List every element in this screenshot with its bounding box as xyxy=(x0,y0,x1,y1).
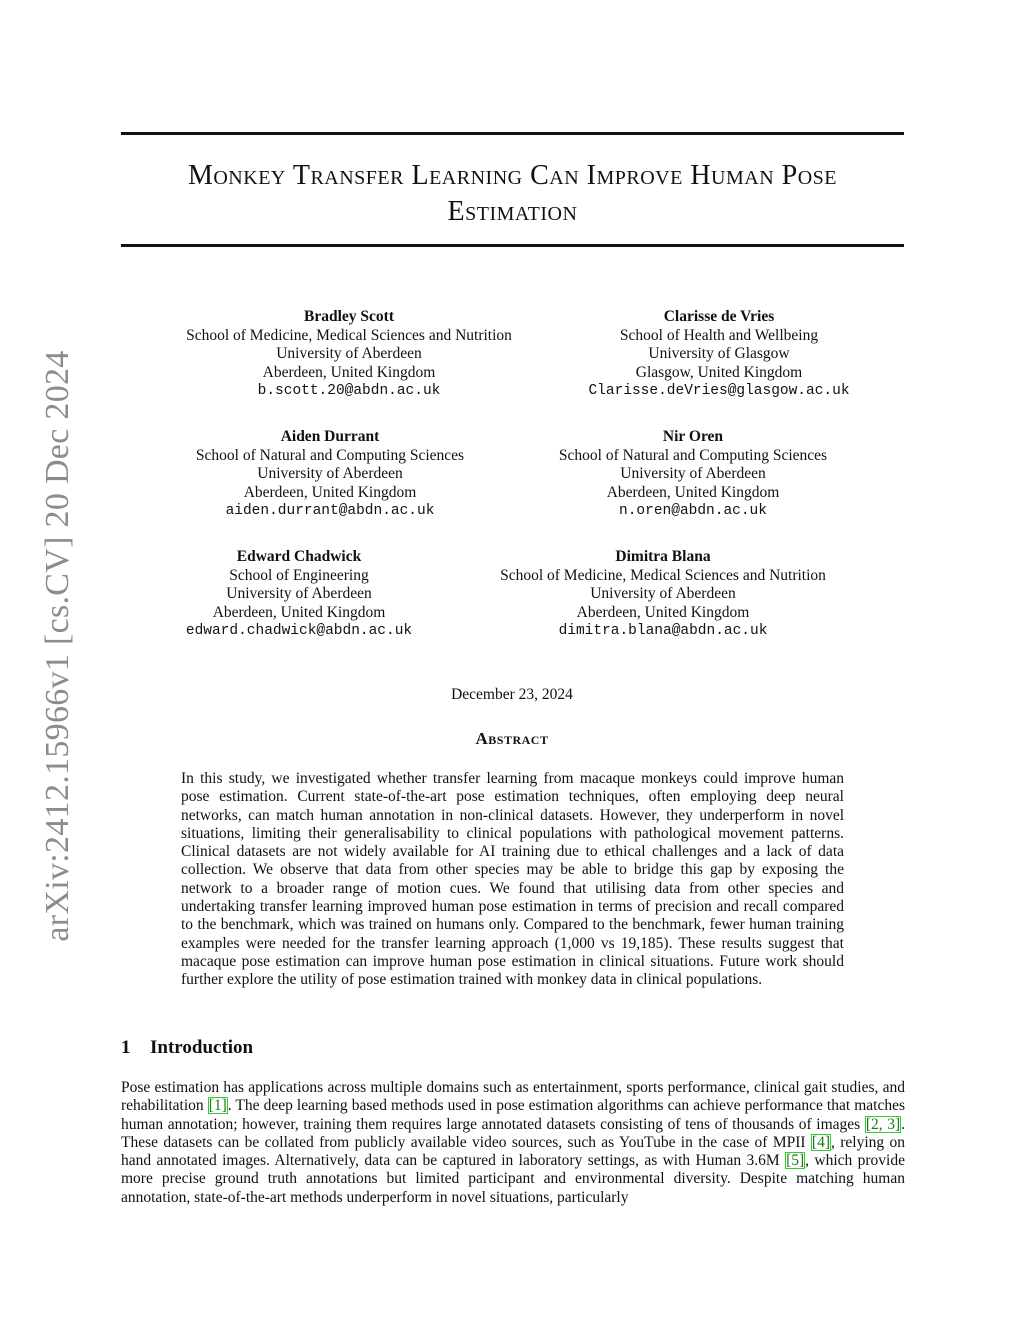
author-email[interactable]: Clarisse.deVries@glasgow.ac.uk xyxy=(588,383,850,399)
author-location: Aberdeen, United Kingdom xyxy=(243,483,417,501)
author-email[interactable]: dimitra.blana@abdn.ac.uk xyxy=(558,623,768,639)
author-block xyxy=(559,428,827,521)
author-name: Bradley Scott xyxy=(304,308,394,325)
author-block xyxy=(196,428,464,521)
author-department: School of Medicine, Medical Sciences and Nutrition xyxy=(500,566,826,584)
introduction-paragraph xyxy=(121,1079,905,1207)
author-name: Nir Oren xyxy=(662,428,724,445)
paragraph-text: , relying on hand annotated images. Alternatively, data can be captured in laboratory settings, as with Human 3.6M xyxy=(121,1133,905,1170)
author-institution: University of Aberdeen xyxy=(226,585,372,602)
author-institution: University of Aberdeen xyxy=(257,465,403,482)
author-institution: University of Aberdeen xyxy=(276,345,422,362)
paragraph-text: , which provide more precise ground truth annotations but limited participant and environmental diversity. Despite matching human annotation, state-of-the-art methods underperform in novel situations, particularly xyxy=(121,1152,905,1206)
citation-link[interactable]: [4] xyxy=(811,1133,830,1151)
paper-date: December 23, 2024 xyxy=(451,686,573,703)
section-title: Introduction xyxy=(150,1037,254,1058)
author-name: Edward Chadwick xyxy=(236,548,362,565)
paper-title: Monkey Transfer Learning Can Improve Human Pose Estimation xyxy=(187,160,838,227)
abstract-text: In this study, we investigated whether transfer learning from macaque monkeys could improve human pose estimation. Current state-of-the-art pose estimation techniques, often employing deep neural networks, can match human annotation in non-clinical datasets. However, they underperform in novel situations, limiting their generalisability to clinical populations with pathological movement patterns. Clinical datasets are not widely available for AI training due to ethical challenges and a lack of data collection. We observe that data from other species may be able to bridge this gap by exposing the network to a broader range of motion cues. We found that utilising data from other species and undertaking transfer learning improved human pose estimation in terms of precision and recall compared to the benchmark, which was trained on humans only. Compared to the benchmark, fewer human training examples were needed for the transfer learning approach (1,000 vs 19,185). These results suggest that macaque pose estimation can improve human pose estimation in clinical situations. Future work should further explore the utility of pose estimation trained with monkey data in clinical populations. xyxy=(181,770,844,989)
author-department: School of Natural and Computing Sciences xyxy=(558,446,828,464)
author-block xyxy=(186,548,412,641)
author-location: Glasgow, United Kingdom xyxy=(635,363,803,381)
author-department: School of Natural and Computing Sciences xyxy=(195,446,465,464)
title-bottom-rule xyxy=(121,244,904,247)
citation-link[interactable]: [5] xyxy=(786,1152,805,1170)
author-institution: University of Glasgow xyxy=(648,345,790,362)
author-department: School of Health and Wellbeing xyxy=(619,326,819,344)
arxiv-identifier: arXiv:2412.15966v1 [cs.CV] 20 Dec 2024 xyxy=(39,350,76,942)
author-block xyxy=(500,548,826,641)
author-name: Clarisse de Vries xyxy=(663,308,775,325)
author-location: Aberdeen, United Kingdom xyxy=(606,483,780,501)
citation-link[interactable]: [2, 3] xyxy=(865,1115,901,1133)
author-block xyxy=(588,308,849,401)
author-institution: University of Aberdeen xyxy=(620,465,766,482)
section-heading xyxy=(121,1037,253,1059)
author-location: Aberdeen, United Kingdom xyxy=(212,603,386,621)
author-location: Aberdeen, United Kingdom xyxy=(262,363,436,381)
author-location: Aberdeen, United Kingdom xyxy=(576,603,750,621)
author-name: Aiden Durrant xyxy=(280,428,380,445)
citation-link[interactable]: [1] xyxy=(208,1097,227,1115)
author-name: Dimitra Blana xyxy=(615,548,711,565)
paragraph-text: . These datasets can be collated from publicly available video sources, such as YouTube in the case of MPII xyxy=(121,1115,905,1151)
author-block xyxy=(186,308,512,401)
abstract-heading: Abstract xyxy=(475,729,549,748)
title-top-rule xyxy=(121,132,904,135)
paragraph-text: . The deep learning based methods used in pose estimation algorithms can achieve performance that matches human annotation; however, training them requires large annotated datasets consisting of tens of thousands of images xyxy=(121,1097,906,1133)
author-email[interactable]: edward.chadwick@abdn.ac.uk xyxy=(185,623,413,639)
author-email[interactable]: b.scott.20@abdn.ac.uk xyxy=(257,383,441,399)
author-email[interactable]: aiden.durrant@abdn.ac.uk xyxy=(225,503,435,519)
section-number: 1 xyxy=(121,1037,131,1058)
author-institution: University of Aberdeen xyxy=(590,585,736,602)
author-department: School of Engineering xyxy=(229,566,369,584)
author-department: School of Medicine, Medical Sciences and Nutrition xyxy=(186,326,512,344)
author-email[interactable]: n.oren@abdn.ac.uk xyxy=(619,503,767,519)
paragraph-text: Pose estimation has applications across multiple domains such as entertainment, sports performance, clinical gait studies, and rehabilitation xyxy=(121,1079,905,1115)
